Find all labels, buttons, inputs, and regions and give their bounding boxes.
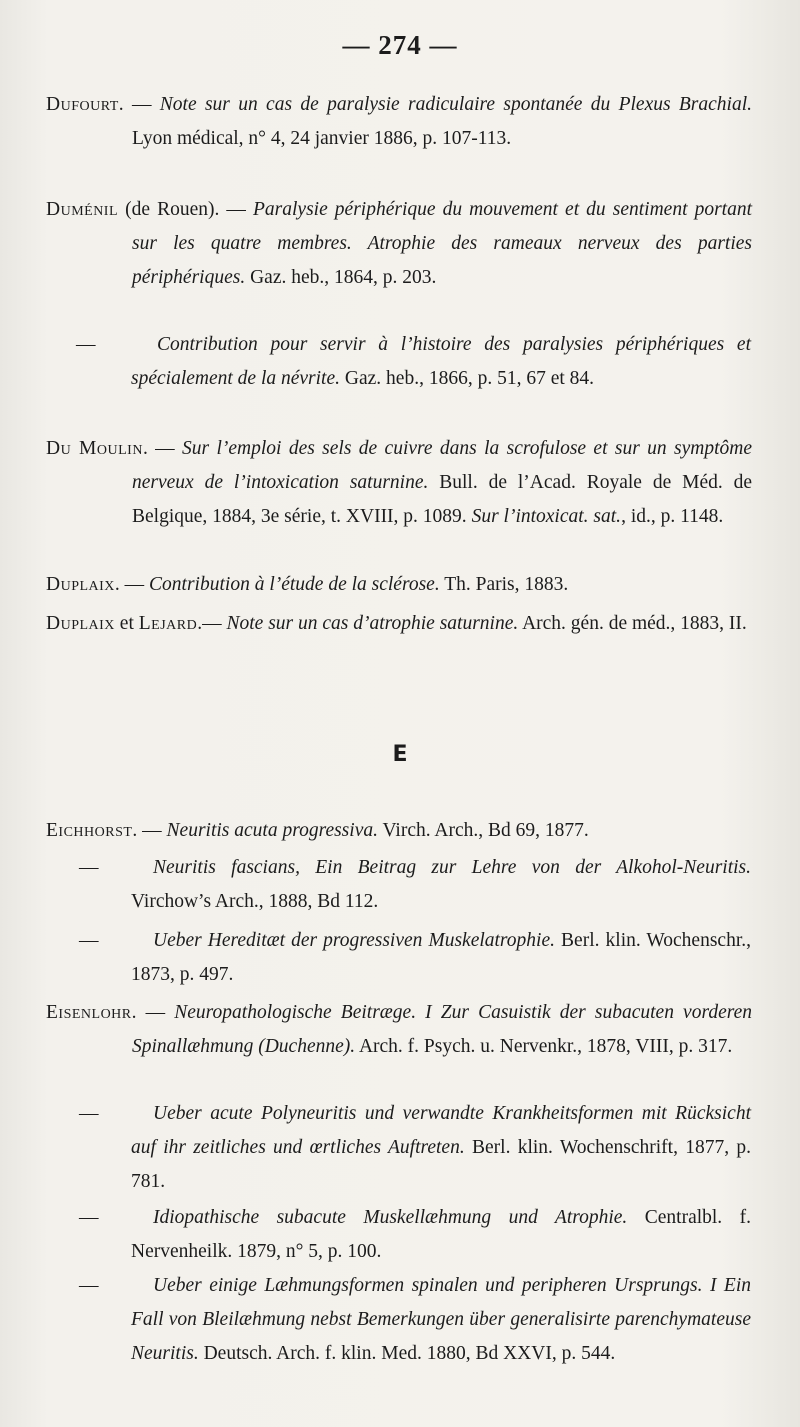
entry-separator: . —	[118, 94, 160, 115]
ditto-dash: —	[79, 1275, 99, 1296]
entry-author: Eisenlohr	[46, 1002, 132, 1023]
entry-author: Du Moulin	[46, 438, 143, 459]
entry-title: Ueber einige Læhmungsformen spinalen und peripheren Ursprungs. I Ein Fall von Bleilæhmung nebst Bemerkungen über generalisirte parenchymateuse Neuritis.	[131, 1275, 751, 1364]
entry-title: Ueber acute Polyneuritis und verwandte Krankheitsformen mit Rücksicht auf ihr zeitliches und œrtliches Auftreten.	[131, 1103, 751, 1158]
entry-separator: . —	[142, 438, 183, 459]
entry-title: Note sur un cas de paralysie radiculaire spontanée du Plexus Brachial.	[159, 94, 753, 115]
entry-title: Ueber Hereditæt der progressiven Muskelatrophie.	[153, 930, 555, 951]
entry-author: Duplaix	[46, 574, 115, 595]
entry-title: Contribution à l’étude de la sclérose.	[149, 574, 440, 595]
entry-reference: Virch. Arch., Bd 69, 1877.	[377, 820, 589, 841]
entry-author-extra: (de Rouen). —	[118, 199, 253, 220]
entry-reference: Gaz. heb., 1864, p. 203.	[245, 267, 437, 288]
entry-title: Neuropathologische Beitræge. I Zur Casuistik der subacuten vorderen Spinallæhmung (Duchenne).	[132, 1002, 753, 1057]
ditto-dash: —	[79, 857, 99, 878]
entry-title: Sur l’emploi des sels de cuivre dans la scrofulose et sur un symptôme nerveux de l’intoxication saturnine.	[132, 438, 752, 493]
bibliography-entry	[79, 1201, 751, 1269]
bibliography-entry	[46, 193, 752, 295]
ditto-dash: —	[76, 334, 96, 355]
bibliography-entry	[46, 432, 752, 534]
bibliography-entry	[46, 996, 752, 1064]
bibliography-entry	[76, 328, 751, 396]
entry-reference: Lyon médical, n° 4, 24 janvier 1886, p. 107-113.	[132, 128, 512, 149]
entry-reference: Arch. f. Psych. u. Nervenkr., 1878, VIII, p. 317.	[355, 1036, 733, 1057]
entry-reference: Arch. gén. de méd., 1883, II.	[518, 613, 747, 634]
entry-separator: .—	[197, 613, 227, 634]
entry-author-joiner: et	[114, 613, 139, 634]
entry-reference: Berl. klin. Wochenschrift, 1877, p. 781.	[131, 1137, 751, 1192]
entry-author: Duménil	[46, 199, 119, 220]
bibliography-entry	[46, 607, 752, 641]
entry-title: Neuritis acuta progressiva.	[166, 820, 378, 841]
bibliography-entry	[79, 851, 751, 919]
entry-title: Note sur un cas d’atrophie saturnine.	[226, 613, 519, 634]
entry-reference: Th. Paris, 1883.	[439, 574, 569, 595]
entry-reference-secondary: , id., p. 1148.	[621, 506, 724, 527]
entry-title: Paralysie périphérique du mouvement et du sentiment portant sur les quatre membres. Atrophie des rameaux nerveux des parties périphériques.	[132, 199, 752, 288]
entry-separator: . —	[132, 820, 167, 841]
bibliography-entry	[46, 88, 752, 156]
entry-reference: Deutsch. Arch. f. klin. Med. 1880, Bd XXVI, p. 544.	[198, 1343, 616, 1364]
entry-separator: . —	[114, 574, 150, 595]
entry-coauthor: Lejard	[138, 613, 198, 634]
page-number: — 274 —	[342, 30, 458, 60]
ditto-dash: —	[79, 1207, 99, 1228]
entry-reference: Bull. de l’Acad. Royale de Méd. de Belgique, 1884, 3e série, t. XVIII, p. 1089.	[132, 472, 753, 527]
entry-title: Contribution pour servir à l’histoire des paralysies périphériques et spécialement de la névrite.	[131, 334, 751, 389]
entry-reference: Centralbl. f. Nervenheilk. 1879, n° 5, p. 100.	[131, 1207, 751, 1262]
ditto-dash: —	[79, 1103, 99, 1124]
entry-reference: Virchow’s Arch., 1888, Bd 112.	[131, 891, 379, 912]
entry-author: Eichhorst	[46, 820, 133, 841]
bibliography-entry	[79, 1269, 751, 1371]
entry-reference: Gaz. heb., 1866, p. 51, 67 et 84.	[340, 368, 595, 389]
entry-title: Neuritis fascians, Ein Beitrag zur Lehre von der Alkohol-Neuritis.	[153, 857, 751, 878]
entry-separator: . —	[131, 1002, 175, 1023]
bibliography-entry	[46, 814, 752, 848]
entry-author: Duplaix	[46, 613, 115, 634]
ditto-dash: —	[79, 930, 99, 951]
entry-title: Idiopathische subacute Muskellæhmung und Atrophie.	[153, 1207, 628, 1228]
bibliography-entry	[79, 1097, 751, 1199]
entry-reference: Berl. klin. Wochenschr., 1873, p. 497.	[131, 930, 751, 985]
section-letter: E	[392, 742, 408, 767]
entry-title-secondary: Sur l’intoxicat. sat.	[471, 506, 622, 527]
bibliography-entry	[46, 568, 752, 602]
entry-author: Dufourt	[46, 94, 119, 115]
bibliography-entry	[79, 924, 751, 992]
